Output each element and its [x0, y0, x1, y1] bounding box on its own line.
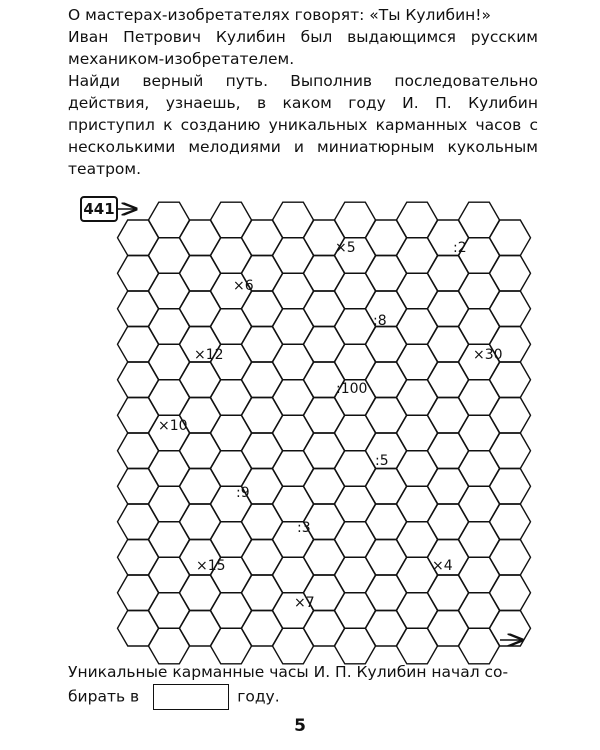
op-x5[interactable]: ×5: [335, 240, 356, 256]
op-x6[interactable]: ×6: [233, 278, 254, 294]
op-x12[interactable]: ×12: [194, 347, 224, 363]
answer-line-1: Уникальные карманные часы И. П. Кулибин начал со-: [68, 663, 509, 681]
page-number: 5: [294, 716, 306, 736]
op-x10[interactable]: ×10: [158, 418, 188, 434]
op-d3[interactable]: :3: [297, 520, 311, 536]
op-x7[interactable]: ×7: [294, 595, 315, 611]
answer-line-2: [68, 684, 538, 710]
answer-text-before: бирать в: [68, 687, 140, 706]
answer-text-after: году.: [237, 687, 280, 706]
op-x4[interactable]: ×4: [432, 558, 453, 574]
op-d8[interactable]: :8: [373, 313, 387, 329]
op-x30[interactable]: ×30: [473, 347, 503, 363]
intro-paragraph-3: Найди верный путь. Выполнив последовательно действия, узнаешь, в каком году И. П. Кулибин приступил к созданию уникальных карманных часов с несколькими мелодиями и миниатюрным кукольным театром.: [68, 72, 538, 178]
answer-section: [68, 660, 538, 710]
start-number-box: 441: [80, 196, 118, 222]
answer-input-box[interactable]: [153, 684, 229, 710]
op-d9[interactable]: :9: [236, 485, 250, 501]
op-d100[interactable]: :100: [336, 381, 368, 397]
intro-paragraph-1: О мастерах-изобретателях говорят: «Ты Кулибин!»: [68, 6, 491, 24]
op-d2[interactable]: :2: [453, 240, 467, 256]
op-x15[interactable]: ×15: [196, 558, 226, 574]
op-d5[interactable]: :5: [375, 453, 389, 469]
intro-paragraph-2: Иван Петрович Кулибин был выдающимся русским механиком-изобретателем.: [68, 28, 538, 68]
